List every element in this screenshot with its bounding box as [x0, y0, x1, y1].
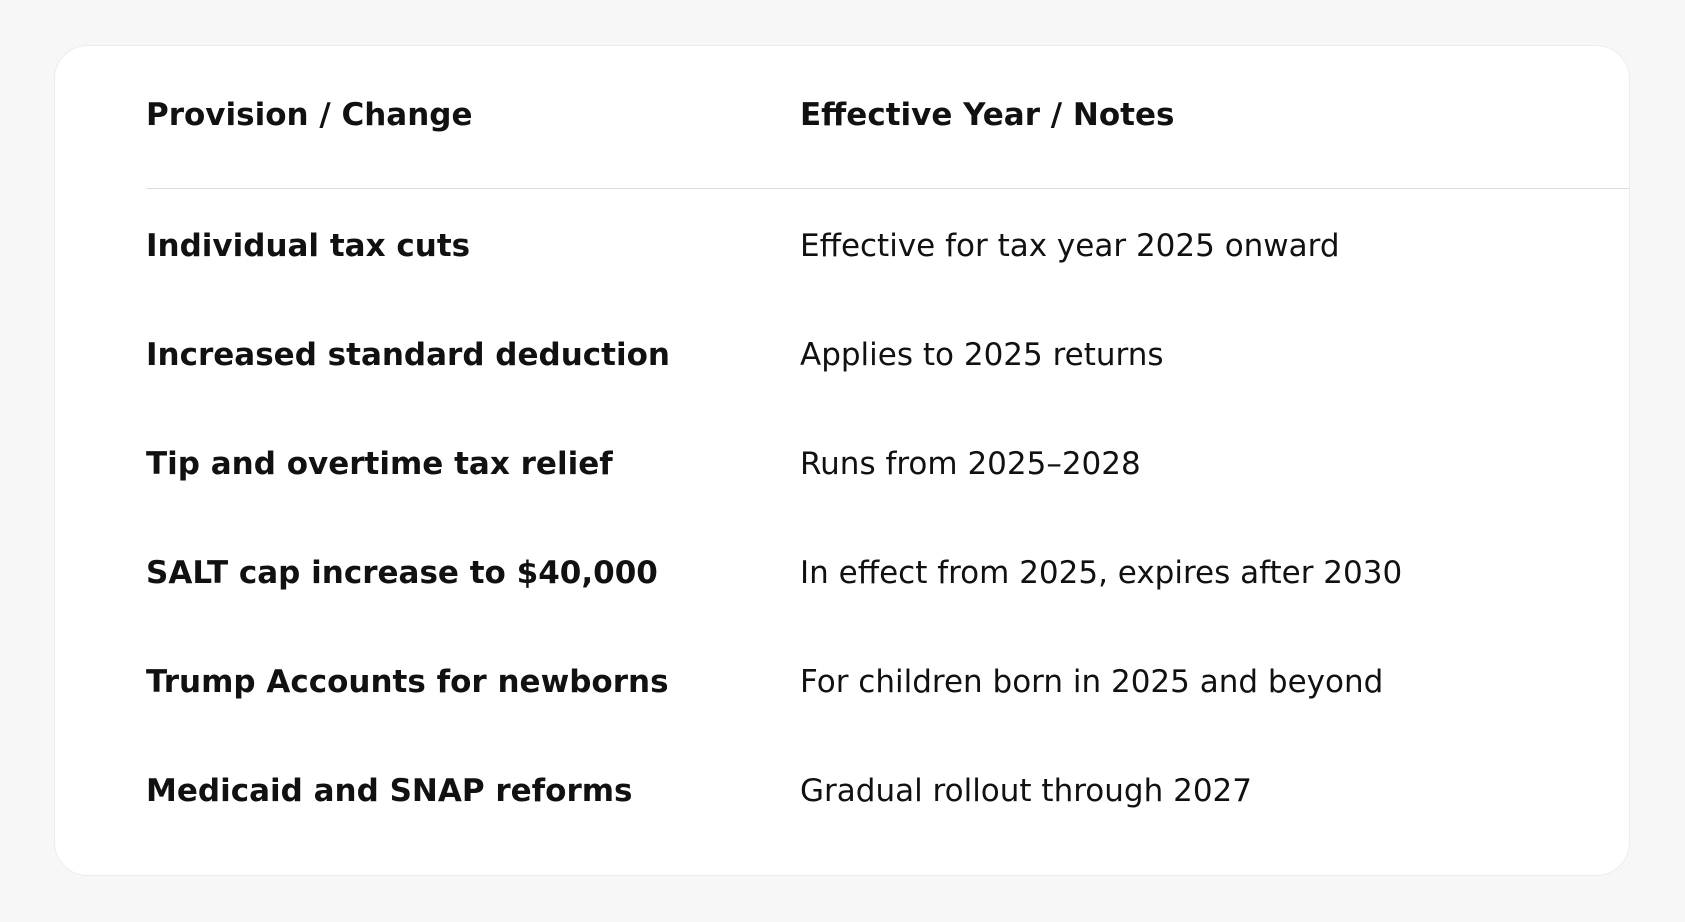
notes-cell: In effect from 2025, expires after 2030: [800, 555, 1403, 591]
table-row: [55, 444, 1630, 553]
table-row: [55, 771, 1630, 876]
header-notes: Effective Year / Notes: [800, 97, 1175, 133]
provision-cell: Individual tax cuts: [146, 228, 471, 264]
table-row: [55, 226, 1630, 335]
notes-cell: For children born in 2025 and beyond: [800, 664, 1384, 700]
provisions-table: [54, 45, 1630, 876]
header-provision: Provision / Change: [146, 97, 473, 133]
notes-cell: Gradual rollout through 2027: [800, 773, 1252, 809]
provision-cell: SALT cap increase to $40,000: [146, 555, 658, 591]
provision-cell: Trump Accounts for newborns: [146, 664, 669, 700]
notes-cell: Applies to 2025 returns: [800, 337, 1164, 373]
notes-cell: Effective for tax year 2025 onward: [800, 228, 1340, 264]
table-header: [146, 46, 1630, 189]
notes-cell: Runs from 2025–2028: [800, 446, 1141, 482]
provision-cell: Increased standard deduction: [146, 337, 670, 373]
provision-cell: Medicaid and SNAP reforms: [146, 773, 633, 809]
table-row: [55, 335, 1630, 444]
table-row: [55, 553, 1630, 662]
provision-cell: Tip and overtime tax relief: [146, 446, 613, 482]
table-row: [55, 662, 1630, 771]
